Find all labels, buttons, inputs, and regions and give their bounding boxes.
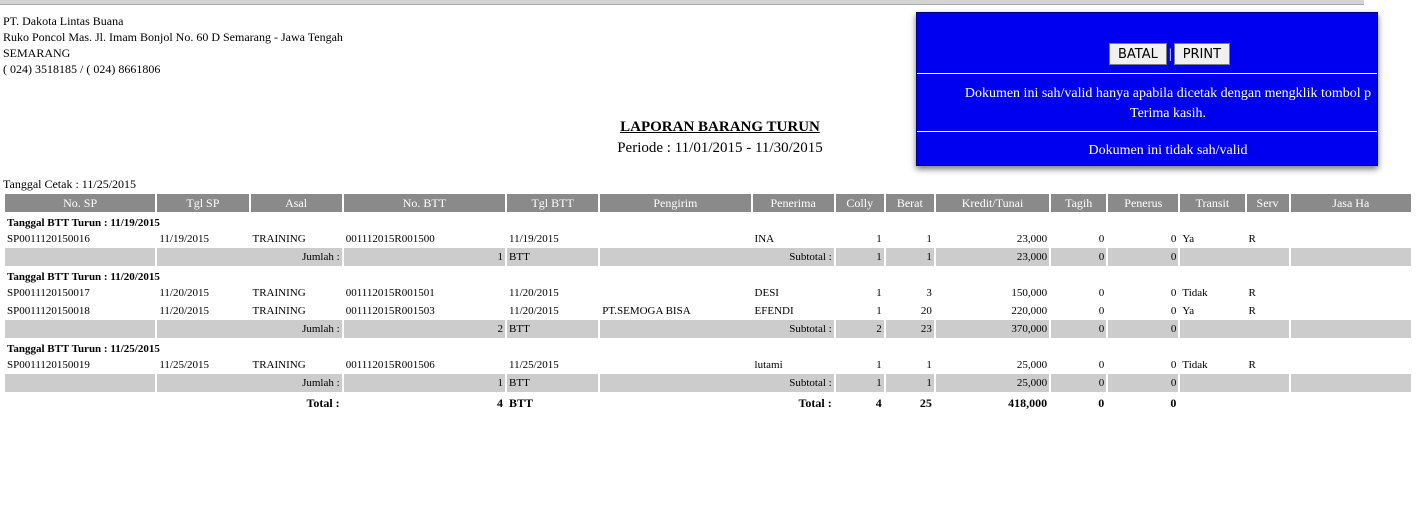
- cell-blank: [5, 392, 155, 414]
- column-header: Penerus: [1108, 194, 1178, 212]
- cell-asal: TRAINING: [252, 305, 306, 317]
- total-kredit: 418,000: [1008, 395, 1048, 410]
- cell-serv: R: [1248, 359, 1256, 371]
- subtotal-count: 1: [344, 374, 505, 392]
- cell-tagih: 0: [1098, 233, 1105, 245]
- dialog-button-row: [1109, 43, 1230, 65]
- column-header: Pengirim: [600, 194, 750, 212]
- subtotal-row: [5, 248, 1411, 266]
- cell-tgl-btt: 11/20/2015: [509, 287, 559, 299]
- cell-asal: TRAINING: [252, 233, 306, 245]
- report-table: [3, 194, 1413, 414]
- total-count: 4: [497, 395, 504, 410]
- column-header: Kredit/Tunai: [936, 194, 1049, 212]
- cell-transit: Ya: [1182, 233, 1195, 245]
- cancel-button[interactable]: BATAL: [1109, 43, 1167, 65]
- subtotal-penerus: 0: [1108, 320, 1178, 338]
- table-header-row: [5, 194, 1411, 212]
- invalid-message: Dokumen ini tidak sah/valid: [1088, 143, 1248, 158]
- subtotal-label: Subtotal :: [600, 248, 833, 266]
- cell-transit: Tidak: [1182, 287, 1208, 299]
- subtotal-berat: 1: [886, 374, 934, 392]
- cell-berat: 1: [926, 359, 932, 371]
- cell-tagih: 0: [1098, 287, 1105, 299]
- cell-penerima: EFENDI: [754, 305, 794, 317]
- group-header-row: [5, 212, 1411, 230]
- cell-blank: [1180, 392, 1411, 414]
- group-label: Tanggal BTT Turun : 11/19/2015: [7, 216, 160, 229]
- subtotal-kredit: 370,000: [936, 320, 1049, 338]
- cell-penerima: INA: [754, 233, 775, 245]
- cell-colly: 1: [876, 359, 882, 371]
- subtotal-label: Subtotal :: [600, 320, 833, 338]
- subtotal-kredit: 25,000: [936, 374, 1049, 392]
- table-row: [5, 284, 1411, 302]
- subtotal-berat: 23: [886, 320, 934, 338]
- table-row: [5, 356, 1411, 374]
- cell-serv: R: [1248, 287, 1256, 299]
- cell-no-sp: SP0011120150018: [7, 305, 90, 317]
- total-row: [5, 392, 1411, 414]
- cell-pengirim: [600, 284, 750, 302]
- jumlah-label: Jumlah :: [157, 320, 341, 338]
- cell-transit: Tidak: [1182, 359, 1208, 371]
- column-header: Asal: [251, 194, 342, 212]
- subtotal-btt-unit: BTT: [507, 248, 598, 266]
- jumlah-label: Jumlah :: [157, 248, 341, 266]
- column-header: No. SP: [5, 194, 155, 212]
- company-phone: ( 024) 3518185 / ( 024) 8661806: [3, 62, 161, 76]
- cell-blank: [5, 248, 155, 266]
- subtotal-penerus: 0: [1108, 248, 1178, 266]
- cell-no-sp: SP0011120150016: [7, 233, 90, 245]
- cell-jasa: [1291, 302, 1411, 320]
- subtotal-kredit: 23,000: [936, 248, 1049, 266]
- table-row: [5, 230, 1411, 248]
- print-button[interactable]: PRINT: [1174, 43, 1230, 65]
- column-header: Tgl SP: [157, 194, 248, 212]
- dialog-divider: [917, 73, 1377, 74]
- cell-colly: 1: [876, 287, 882, 299]
- cell-blank: [1180, 374, 1288, 392]
- subtotal-colly: 2: [836, 320, 884, 338]
- column-header: Berat: [886, 194, 934, 212]
- cell-asal: TRAINING: [252, 287, 306, 299]
- cell-blank: [1180, 320, 1288, 338]
- column-header: Colly: [836, 194, 884, 212]
- subtotal-tagih: 0: [1051, 320, 1106, 338]
- column-header: Transit: [1180, 194, 1244, 212]
- cell-pengirim: [600, 230, 750, 248]
- subtotal-row: [5, 374, 1411, 392]
- subtotal-colly: 1: [836, 374, 884, 392]
- column-header: Serv: [1247, 194, 1289, 212]
- cell-kredit: 220,000: [1011, 305, 1048, 317]
- cell-blank: [1180, 248, 1288, 266]
- button-separator: |: [1168, 46, 1172, 62]
- cell-tgl-btt: 11/19/2015: [509, 233, 559, 245]
- subtotal-btt-unit: BTT: [507, 374, 598, 392]
- subtotal-row: [5, 320, 1411, 338]
- cell-penerus: 0: [1170, 305, 1177, 317]
- total-penerus: 0: [1170, 395, 1177, 410]
- group-label: Tanggal BTT Turun : 11/20/2015: [7, 270, 160, 283]
- column-header: Tgl BTT: [507, 194, 598, 212]
- cell-berat: 1: [926, 233, 932, 245]
- subtotal-colly: 1: [836, 248, 884, 266]
- valid-message-line2: Terima kasih.: [1130, 106, 1206, 121]
- cell-pengirim: PT.SEMOGA BISA: [602, 305, 691, 317]
- cell-berat: 3: [926, 287, 932, 299]
- column-header: No. BTT: [344, 194, 505, 212]
- cell-tgl-sp: 11/25/2015: [159, 359, 210, 371]
- table-row: [5, 302, 1411, 320]
- valid-message: [917, 84, 1419, 124]
- cell-kredit: 23,000: [1016, 233, 1048, 245]
- valid-message-line1: Dokumen ini sah/valid hanya apabila dicetak dengan mengklik tombol p: [964, 86, 1372, 101]
- total-tagih: 0: [1098, 395, 1105, 410]
- cell-no-btt: 001112015R001501: [345, 287, 435, 299]
- subtotal-label: Subtotal :: [600, 374, 833, 392]
- subtotal-tagih: 0: [1051, 374, 1106, 392]
- company-info: [3, 13, 343, 77]
- total-label: Total :: [798, 395, 832, 410]
- cell-no-btt: 001112015R001506: [345, 359, 435, 371]
- cell-tgl-btt: 11/25/2015: [509, 359, 559, 371]
- cell-penerima: lutami: [754, 359, 783, 371]
- cell-no-sp: SP0011120150019: [7, 359, 90, 371]
- cell-blank: [1291, 320, 1411, 338]
- cell-tgl-sp: 11/19/2015: [159, 233, 210, 245]
- cell-tgl-sp: 11/20/2015: [159, 287, 210, 299]
- group-header-row: [5, 338, 1411, 356]
- column-header: Tagih: [1051, 194, 1106, 212]
- company-address: Ruko Poncol Mas. Jl. Imam Bonjol No. 60 D Semarang - Jawa Tengah: [3, 30, 343, 44]
- cell-blank: [1291, 374, 1411, 392]
- browser-top-edge: [0, 0, 1364, 5]
- cell-berat: 20: [920, 305, 932, 317]
- cell-blank: [5, 374, 155, 392]
- cell-penerus: 0: [1170, 287, 1177, 299]
- cell-asal: TRAINING: [252, 359, 306, 371]
- subtotal-tagih: 0: [1051, 248, 1106, 266]
- jumlah-label: Jumlah :: [157, 374, 341, 392]
- column-header: Jasa Ha: [1291, 194, 1411, 212]
- group-header-row: [5, 266, 1411, 284]
- cell-serv: R: [1248, 233, 1256, 245]
- cell-kredit: 25,000: [1016, 359, 1048, 371]
- report-period: Periode : 11/01/2015 - 11/30/2015: [617, 140, 823, 156]
- cell-tagih: 0: [1098, 359, 1105, 371]
- cell-penerima: DESI: [754, 287, 779, 299]
- cell-transit: Ya: [1182, 305, 1195, 317]
- dialog-divider: [917, 131, 1377, 132]
- company-city: SEMARANG: [3, 46, 71, 60]
- print-date: Tanggal Cetak : 11/25/2015: [3, 177, 137, 191]
- cell-blank: [1291, 248, 1411, 266]
- column-header: Penerima: [753, 194, 834, 212]
- cell-blank: [5, 320, 155, 338]
- subtotal-count: 2: [344, 320, 505, 338]
- subtotal-berat: 1: [886, 248, 934, 266]
- subtotal-count: 1: [344, 248, 505, 266]
- total-btt-unit: BTT: [509, 395, 534, 410]
- cell-no-btt: 001112015R001503: [345, 305, 435, 317]
- cell-penerus: 0: [1170, 359, 1177, 371]
- cell-colly: 1: [876, 305, 882, 317]
- cell-jasa: [1291, 284, 1411, 302]
- cell-tagih: 0: [1098, 305, 1105, 317]
- cell-jasa: [1291, 230, 1411, 248]
- cell-jasa: [1291, 356, 1411, 374]
- cell-pengirim: [600, 356, 750, 374]
- cell-colly: 1: [876, 233, 882, 245]
- company-name: PT. Dakota Lintas Buana: [3, 14, 124, 28]
- cell-no-sp: SP0011120150017: [7, 287, 90, 299]
- cell-tgl-sp: 11/20/2015: [159, 305, 210, 317]
- report-heading: [560, 118, 880, 158]
- print-dialog: [916, 12, 1378, 166]
- group-label: Tanggal BTT Turun : 11/25/2015: [7, 342, 160, 355]
- cell-no-btt: 001112015R001500: [345, 233, 435, 245]
- subtotal-penerus: 0: [1108, 374, 1178, 392]
- subtotal-btt-unit: BTT: [507, 320, 598, 338]
- cell-kredit: 150,000: [1011, 287, 1048, 299]
- cell-serv: R: [1248, 305, 1256, 317]
- cell-tgl-btt: 11/20/2015: [509, 305, 559, 317]
- total-berat: 25: [919, 395, 932, 410]
- total-label: Total :: [306, 395, 340, 410]
- cell-penerus: 0: [1170, 233, 1177, 245]
- report-title: LAPORAN BARANG TURUN: [620, 119, 820, 135]
- total-colly: 4: [875, 395, 882, 410]
